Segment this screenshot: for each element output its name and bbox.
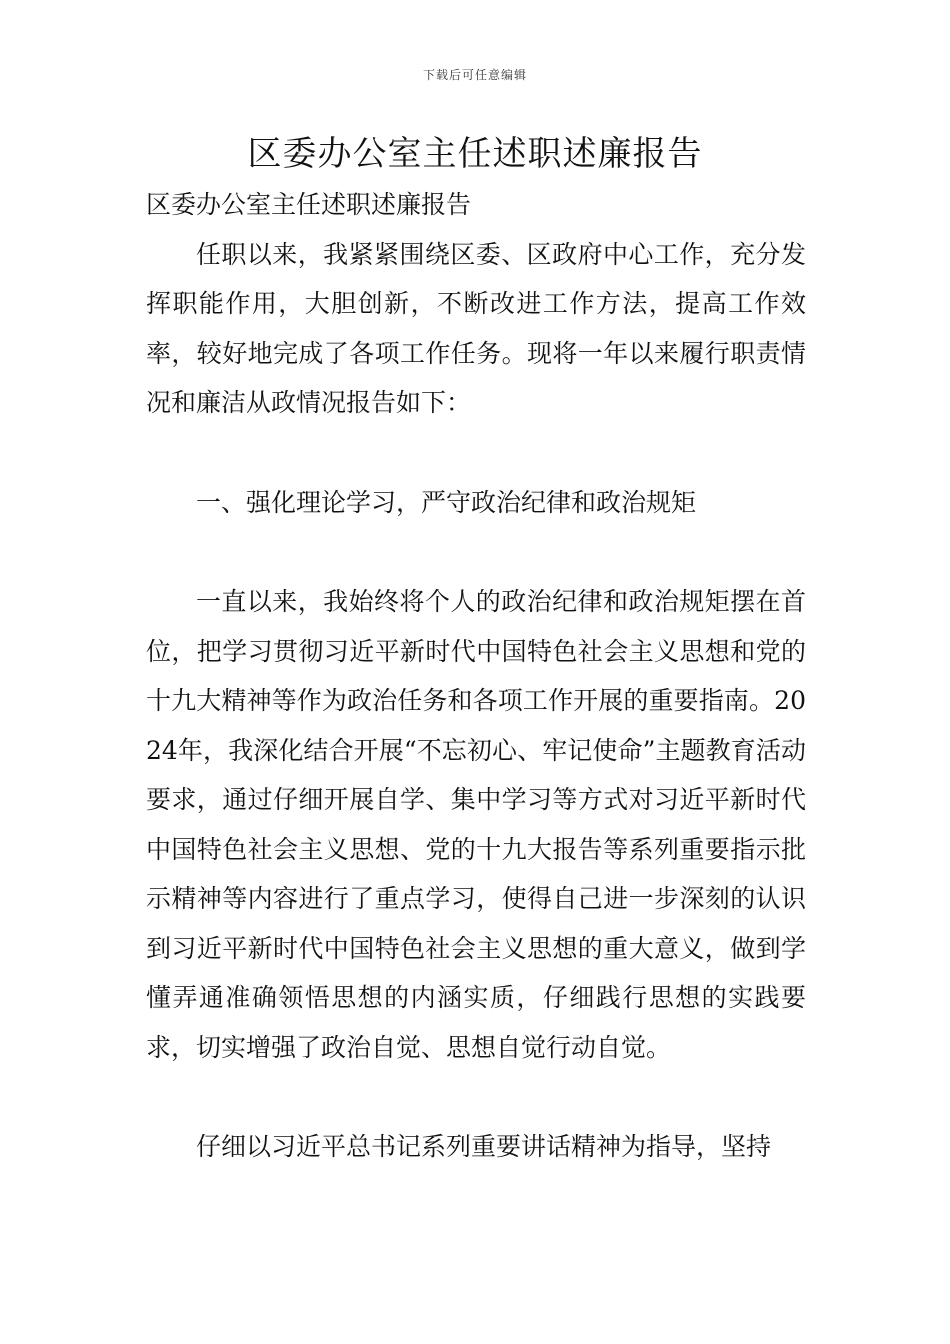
section-heading: 一、强化理论学习，严守政治纪律和政治规矩	[196, 487, 697, 517]
intro-paragraph: 任职以来，我紧紧围绕区委、区政府中心工作，充分发挥职能作用，大胆创新，不断改进工作方法，提高工作效率，较好地完成了各项工作任务。现将一年以来履行职责情况和廉洁从政情况报告如下：	[146, 239, 806, 417]
document-subtitle: 区委办公室主任述职述廉报告	[146, 190, 472, 219]
body-paragraph: 仔细以习近平总书记系列重要讲话精神为指导，坚持	[196, 1132, 772, 1161]
paragraph-spacer	[146, 428, 806, 478]
paragraph-spacer	[146, 527, 806, 577]
paragraph-spacer	[146, 1072, 806, 1122]
document-title: 区委办公室主任述职述廉报告	[247, 134, 703, 174]
header-note: 下载后可任意编辑	[422, 68, 527, 82]
body-paragraph: 一直以来，我始终将个人的政治纪律和政治规矩摆在首位，把学习贯彻习近平新时代中国特色社会主义思想和党的十九大精神等作为政治任务和各项工作开展的重要指南。2024年，我深化结合开展“不忘初心、牢记使命”主题教育活动要求，通过仔细开展自学、集中学习等方式对习近平新时代中国特色社会主义思想、党的十九大报告等系列重要指示批示精神等内容进行了重点学习，使得自己进一步深刻的认识到习近平新时代中国特色社会主义思想的重大意义，做到学懂弄通准确领悟思想的内涵实质，仔细践行思想的实践要求，切实增强了政治自觉、思想自觉行动自觉。	[146, 587, 806, 1062]
document-body	[146, 180, 806, 1172]
